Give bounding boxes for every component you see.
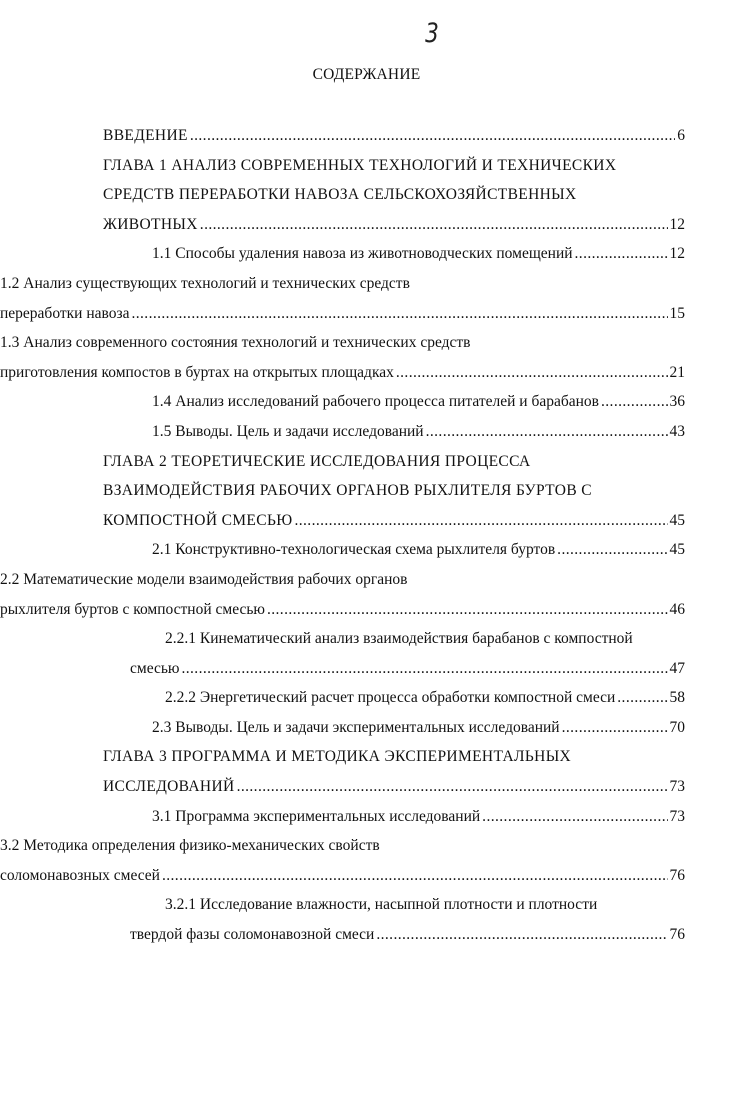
toc-entry bbox=[0, 890, 733, 949]
dot-leader bbox=[200, 210, 668, 240]
toc-entry-line bbox=[0, 269, 685, 299]
toc-entry-text: 1.1 Способы удаления навоза из животноводческих помещений bbox=[152, 245, 573, 263]
dot-leader bbox=[190, 121, 675, 151]
toc-page-number: 12 bbox=[669, 215, 685, 233]
toc-entry-text: 2.2.2 Энергетический расчет процесса обработки компостной смеси bbox=[165, 689, 616, 707]
toc-entry-text: ВВЕДЕНИЕ bbox=[103, 127, 188, 144]
toc-entry-line bbox=[0, 299, 685, 329]
toc-page-number: 45 bbox=[669, 511, 685, 529]
toc-page-number: 6 bbox=[677, 127, 685, 144]
toc-page-number: 45 bbox=[669, 541, 685, 559]
dot-leader bbox=[162, 861, 668, 891]
toc-entry-text: твердой фазы соломонавозной смеси bbox=[130, 926, 375, 944]
toc-entry bbox=[0, 239, 733, 269]
dot-leader bbox=[562, 713, 668, 743]
dot-leader bbox=[396, 358, 668, 388]
toc-entry-text: 3.1 Программа экспериментальных исследований bbox=[152, 807, 481, 825]
toc-entry-line bbox=[0, 239, 685, 269]
toc-entry-text: 1.2 Анализ существующих технологий и технических средств bbox=[0, 274, 410, 292]
toc-page-number: 43 bbox=[669, 422, 685, 440]
dot-leader bbox=[131, 299, 667, 329]
toc-entry-text: приготовления компостов в буртах на открытых площадках bbox=[0, 363, 394, 381]
toc-entry bbox=[0, 328, 733, 387]
toc-entry-text: ГЛАВА 3 ПРОГРАММА И МЕТОДИКА ЭКСПЕРИМЕНТАЛЬНЫХ bbox=[103, 748, 572, 766]
toc-entry bbox=[0, 121, 733, 151]
toc-page-number: 15 bbox=[669, 304, 685, 322]
toc-entry bbox=[0, 624, 733, 683]
toc-entry bbox=[0, 387, 733, 417]
dot-leader bbox=[617, 683, 667, 713]
toc-entry-line bbox=[0, 772, 685, 802]
table-of-contents bbox=[0, 121, 733, 950]
toc-entry-text: 2.2.1 Кинематический анализ взаимодействия барабанов с компостной bbox=[165, 630, 633, 648]
toc-page-number: 47 bbox=[669, 659, 685, 677]
toc-entry-text: 2.1 Конструктивно-технологическая схема рыхлителя буртов bbox=[152, 541, 556, 559]
toc-entry-text: 3.2 Методика определения физико-механических свойств bbox=[0, 837, 380, 855]
dot-leader bbox=[557, 535, 667, 565]
toc-page-number: 73 bbox=[669, 778, 685, 796]
toc-entry-text: ИССЛЕДОВАНИЙ bbox=[103, 778, 235, 796]
toc-entry-line bbox=[0, 387, 685, 417]
toc-entry-line bbox=[0, 565, 685, 595]
toc-page-number: 73 bbox=[669, 807, 685, 825]
toc-entry-line bbox=[0, 624, 685, 654]
toc-entry-line bbox=[0, 861, 685, 891]
toc-entry-text: КОМПОСТНОЙ СМЕСЬЮ bbox=[103, 511, 293, 529]
toc-entry bbox=[0, 742, 733, 801]
dot-leader bbox=[294, 506, 667, 536]
toc-entry-line bbox=[0, 210, 685, 240]
toc-entry-text: соломонавозных смесей bbox=[0, 866, 160, 884]
toc-page-number: 70 bbox=[669, 718, 685, 736]
toc-page-number: 46 bbox=[669, 600, 685, 618]
toc-entry-line bbox=[0, 447, 685, 477]
toc-entry-line bbox=[0, 890, 685, 920]
toc-page-number: 58 bbox=[669, 689, 685, 707]
dot-leader bbox=[426, 417, 668, 447]
dot-leader bbox=[482, 802, 667, 832]
dot-leader bbox=[237, 772, 668, 802]
toc-entry bbox=[0, 151, 733, 240]
toc-entry-line bbox=[0, 831, 685, 861]
toc-entry-line bbox=[0, 713, 685, 743]
toc-page-number: 76 bbox=[669, 926, 685, 944]
toc-entry-text: ЖИВОТНЫХ bbox=[103, 215, 198, 233]
toc-entry bbox=[0, 565, 733, 624]
toc-entry-text: ГЛАВА 1 АНАЛИЗ СОВРЕМЕННЫХ ТЕХНОЛОГИЙ И ТЕХНИЧЕСКИХ bbox=[103, 156, 617, 174]
toc-entry-text: 1.5 Выводы. Цель и задачи исследований bbox=[152, 422, 424, 440]
toc-entry-line bbox=[0, 180, 685, 210]
toc-entry-text: 2.3 Выводы. Цель и задачи экспериментальных исследований bbox=[152, 718, 560, 736]
toc-entry-text: смесью bbox=[130, 659, 180, 677]
toc-entry bbox=[0, 535, 733, 565]
toc-entry-line bbox=[0, 802, 685, 832]
toc-entry-line bbox=[0, 654, 685, 684]
toc-entry-line bbox=[0, 595, 685, 625]
toc-entry-line bbox=[0, 151, 685, 181]
toc-entry-text: ВЗАИМОДЕЙСТВИЯ РАБОЧИХ ОРГАНОВ РЫХЛИТЕЛЯ БУРТОВ С bbox=[103, 482, 592, 500]
toc-page-number: 76 bbox=[669, 866, 685, 884]
toc-page-number: 36 bbox=[669, 393, 685, 411]
toc-entry bbox=[0, 417, 733, 447]
toc-entry-line bbox=[0, 476, 685, 506]
toc-entry-text: 2.2 Математические модели взаимодействия рабочих органов bbox=[0, 570, 408, 588]
toc-entry-line bbox=[0, 417, 685, 447]
dot-leader bbox=[376, 920, 667, 950]
toc-page-number: 12 bbox=[669, 245, 685, 263]
toc-entry-line bbox=[0, 121, 685, 151]
toc-entry-text: СРЕДСТВ ПЕРЕРАБОТКИ НАВОЗА СЕЛЬСКОХОЗЯЙСТВЕННЫХ bbox=[103, 186, 577, 204]
toc-entry bbox=[0, 713, 733, 743]
toc-entry-text: 3.2.1 Исследование влажности, насыпной плотности и плотности bbox=[165, 896, 598, 914]
toc-entry-text: 1.4 Анализ исследований рабочего процесса питателей и барабанов bbox=[152, 393, 599, 411]
toc-page-number: 21 bbox=[669, 363, 685, 381]
toc-entry-text: рыхлителя буртов с компостной смесью bbox=[0, 600, 265, 618]
toc-entry-text: ГЛАВА 2 ТЕОРЕТИЧЕСКИЕ ИССЛЕДОВАНИЯ ПРОЦЕССА bbox=[103, 452, 531, 470]
dot-leader bbox=[181, 654, 667, 684]
toc-entry-line bbox=[0, 683, 685, 713]
dot-leader bbox=[267, 595, 668, 625]
toc-entry-line bbox=[0, 742, 685, 772]
toc-entry-line bbox=[0, 358, 685, 388]
toc-entry bbox=[0, 802, 733, 832]
toc-entry-line bbox=[0, 506, 685, 536]
toc-entry-line bbox=[0, 920, 685, 950]
toc-entry-text: 1.3 Анализ современного состояния технологий и технических средств bbox=[0, 334, 471, 352]
toc-entry-line bbox=[0, 535, 685, 565]
toc-entry bbox=[0, 831, 733, 890]
toc-entry-text: переработки навоза bbox=[0, 304, 130, 322]
toc-entry bbox=[0, 447, 733, 536]
toc-entry bbox=[0, 683, 733, 713]
page-title: СОДЕРЖАНИЕ bbox=[312, 66, 421, 83]
toc-entry-line bbox=[0, 328, 685, 358]
toc-entry bbox=[0, 269, 733, 328]
dot-leader bbox=[601, 387, 668, 417]
dot-leader bbox=[575, 239, 668, 269]
handwritten-page-number: 3 bbox=[425, 18, 439, 49]
